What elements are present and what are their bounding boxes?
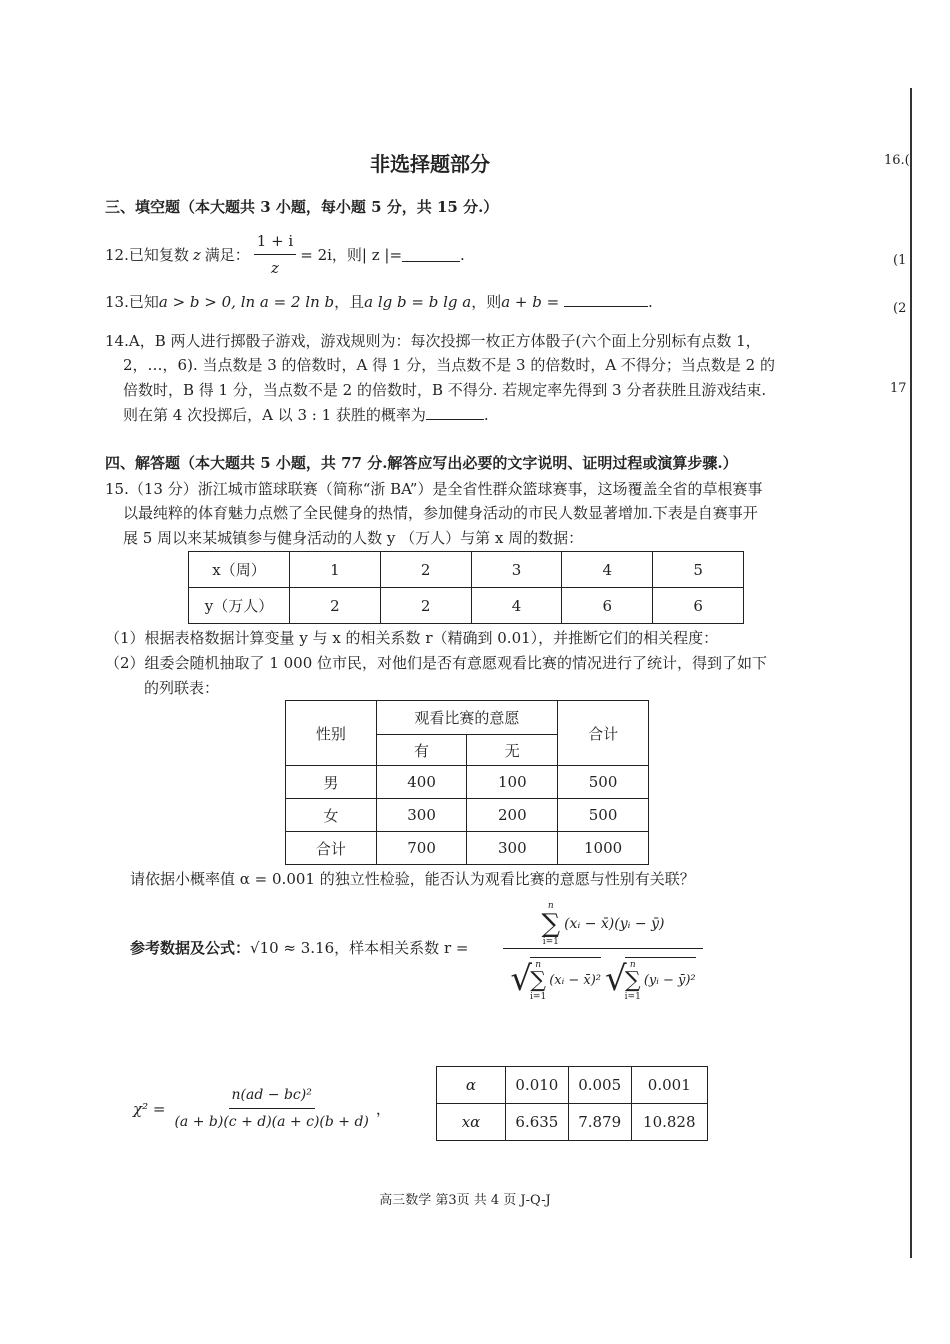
q12-fraction: [254, 230, 296, 279]
reference-label: 参考数据及公式：: [130, 939, 251, 957]
table-cell: 700: [376, 832, 467, 865]
table-cell: 400: [376, 766, 467, 799]
formula-numerator: [503, 900, 703, 948]
margin-text: 16.(: [884, 153, 910, 168]
q15-line-3: 展 5 周以来某城镇参与健身活动的人数 y （万人）与第 x 周的数据：: [123, 529, 584, 547]
xy-data-table: [188, 551, 744, 624]
table-cell: 4: [471, 588, 562, 624]
table-cell: 500: [558, 799, 649, 832]
r-label: ，样本相关系数 r =: [334, 939, 469, 957]
part3-heading: 三、填空题（本大题共 3 小题，每小题 5 分，共 15 分.）: [105, 198, 499, 216]
chi-denominator: (a + b)(c + d)(a + c)(b + d): [174, 1114, 369, 1130]
q12-cond: 满足：: [204, 245, 250, 264]
header-yes: 有: [376, 735, 467, 766]
table-cell: 2: [380, 588, 471, 624]
q12-end: .: [460, 245, 465, 264]
table-cell: 6: [562, 588, 653, 624]
q13-expr3: a + b =: [501, 293, 560, 311]
answer-blank[interactable]: [426, 405, 484, 420]
table-row-header-y: y（万人）: [189, 588, 290, 624]
formula-denominator: [503, 949, 703, 1009]
table-cell: 2: [290, 588, 381, 624]
section-title: 非选择题部分: [370, 152, 490, 176]
margin-text: (2: [893, 301, 907, 316]
table-cell: 3: [471, 552, 562, 588]
q14-end: .: [483, 406, 489, 424]
correlation-formula: [503, 900, 703, 1009]
table-cell: 4: [562, 552, 653, 588]
sqrt-value: √10 ≈ 3.16: [250, 939, 335, 957]
chi-fraction: [171, 1084, 371, 1133]
den-expr-2: (yᵢ − ȳ)²: [643, 973, 696, 988]
table-cell: 5: [653, 552, 744, 588]
margin-text: 17: [890, 381, 907, 396]
header-willingness: 观看比赛的意愿: [376, 701, 558, 735]
sum-upper: n: [547, 901, 554, 911]
q15-sub-1: （1）根据表格数据计算变量 y 与 x 的相关系数 r（精确到 0.01），并推断它们的相关程度：: [105, 629, 719, 647]
table-cell: 1000: [558, 832, 649, 865]
chi-numerator: n(ad − bc)²: [229, 1084, 315, 1109]
table-row-header-x: x（周）: [189, 552, 290, 588]
x-alpha-label: xα: [437, 1104, 506, 1141]
part4-heading: 四、解答题（本大题共 5 小题，共 77 分.解答应写出必要的文字说明、证明过程或演算步骤.）: [105, 454, 738, 472]
answer-blank[interactable]: [402, 247, 460, 262]
q12-prefix: 12.已知复数: [105, 245, 189, 264]
table-cell: 100: [467, 766, 558, 799]
sqrt-icon: √: [510, 959, 533, 999]
header-no: 无: [467, 735, 558, 766]
table-cell: 7.879: [568, 1104, 631, 1141]
table-cell: 0.005: [568, 1067, 631, 1104]
sum-upper: n: [629, 959, 636, 970]
q13-expr2: a lg b = b lg a: [364, 293, 472, 311]
q14-line-1: 14.A，B 两人进行掷骰子游戏，游戏规则为：每次投掷一枚正方体骰子(六个面上分别标有点数 1，: [105, 332, 761, 350]
critical-value-table: [436, 1066, 708, 1141]
page-footer: 高三数学 第3页 共 4 页 J-Q-J: [379, 1193, 551, 1208]
sigma-icon: n ∑ i=1: [624, 959, 641, 1002]
question-13: [105, 291, 653, 313]
chi-square-formula: [133, 1084, 391, 1133]
header-gender: 性别: [286, 701, 377, 766]
numerator-expr: (xᵢ − x̄)(yᵢ − ȳ): [564, 916, 665, 932]
q15-line-1: 15.（13 分）浙江城市篮球联赛（简称“浙 BA”）是全省性群众篮球赛事，这场覆盖全省的草根赛事: [105, 480, 763, 498]
sum-lower: i=1: [624, 991, 641, 1002]
q13-prefix: 13.已知: [105, 293, 159, 311]
q12-ask: ，则| z |=: [331, 245, 403, 264]
q12-numerator: 1 + i: [254, 230, 296, 255]
table-cell: 0.010: [506, 1067, 569, 1104]
q14-line-2: 2，…，6). 当点数是 3 的倍数时，A 得 1 分，当点数不是 3 的倍数时，A 不得分；当点数是 2 的: [123, 356, 775, 374]
table-row-label: 女: [286, 799, 377, 832]
independence-test-question: 请依据小概率值 α = 0.001 的独立性检验，能否认为观看比赛的意愿与性别有关联？: [130, 870, 695, 888]
q13-ask: ，则: [471, 293, 502, 311]
table-cell: 2: [380, 552, 471, 588]
alpha-label: α: [437, 1067, 506, 1104]
q12-rhs: = 2i: [300, 245, 332, 264]
den-expr-1: (xᵢ − x̄)²: [549, 973, 601, 988]
q15-line-2: 以最纯粹的体育魅力点燃了全民健身的热情，参加健身活动的市民人数显著增加.下表是自赛事开: [123, 504, 758, 522]
margin-text: (1: [893, 253, 907, 268]
table-cell: 1: [290, 552, 381, 588]
page-fold-line: [910, 88, 912, 1258]
table-cell: 300: [467, 832, 558, 865]
table-cell: 200: [467, 799, 558, 832]
q15-sub-2-line-1: （2）组委会随机抽取了 1 000 位市民，对他们是否有意愿观看比赛的情况进行了统计，得到了如下: [105, 654, 768, 672]
question-12: [105, 230, 465, 279]
sqrt-body-1: [530, 957, 601, 1002]
table-row-label: 合计: [286, 832, 377, 865]
sqrt-icon: √: [604, 959, 627, 999]
q12-denominator: z: [271, 259, 279, 277]
sum-lower: i=1: [542, 937, 559, 947]
q15-sub-2-line-2: 的列联表：: [144, 679, 220, 697]
table-cell: 6.635: [506, 1104, 569, 1141]
q13-mid: ，且: [334, 293, 365, 311]
chi-end: ，: [375, 1099, 391, 1118]
answer-blank[interactable]: [564, 292, 648, 307]
sigma-icon: n ∑ i=1: [541, 901, 561, 947]
table-row-label: 男: [286, 766, 377, 799]
sum-upper: n: [535, 959, 541, 970]
q14-line-4: [123, 404, 489, 426]
table-cell: 500: [558, 766, 649, 799]
q14-line-4-text: 则在第 4 次投掷后，A 以 3 : 1 获胜的概率为: [123, 406, 426, 424]
q13-end: .: [648, 293, 653, 311]
chi-lhs: χ² =: [133, 1099, 166, 1118]
table-cell: 6: [653, 588, 744, 624]
q14-line-3: 倍数时，B 得 1 分，当点数不是 2 的倍数时，B 不得分. 若规定率先得到 3 分者获胜且游戏结束.: [123, 381, 767, 399]
table-cell: 300: [376, 799, 467, 832]
contingency-table: [285, 700, 649, 865]
sigma-icon: n ∑ i=1: [530, 959, 547, 1002]
sqrt-body-2: [625, 957, 696, 1002]
header-total: 合计: [558, 701, 649, 766]
q13-expr1: a > b > 0, ln a = 2 ln b: [158, 293, 335, 311]
sum-lower: i=1: [530, 991, 547, 1002]
table-cell: 0.001: [631, 1067, 707, 1104]
table-cell: 10.828: [631, 1104, 707, 1141]
reference-line: [130, 937, 468, 959]
q12-z: z: [192, 245, 201, 264]
